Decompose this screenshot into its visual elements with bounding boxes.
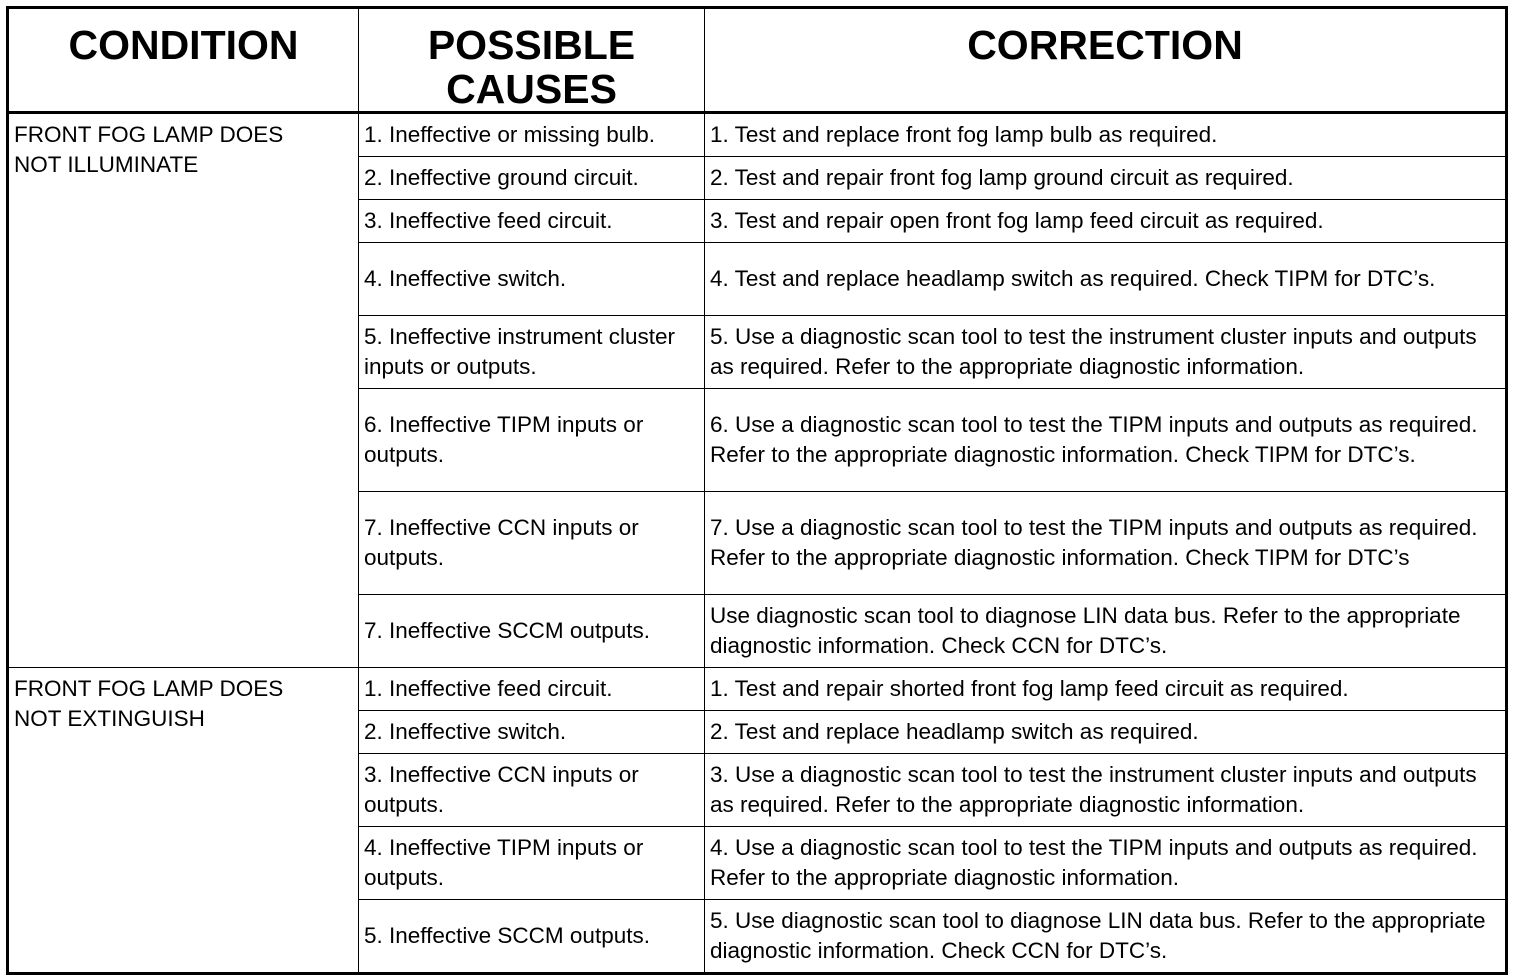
correction-cell: 6. Use a diagnostic scan tool to test the TIPM inputs and outputs as required. Refer to the appropriate diagnostic information. Check TIPM for DTC’s. — [705, 389, 1507, 492]
possible-cause-cell: 2. Ineffective ground circuit. — [359, 157, 705, 200]
correction-cell: 1. Test and replace front fog lamp bulb as required. — [705, 113, 1507, 157]
condition-cell: FRONT FOG LAMP DOES NOT EXTINGUISH — [8, 668, 359, 974]
correction-cell: 2. Test and replace headlamp switch as required. — [705, 711, 1507, 754]
possible-cause-cell: 1. Ineffective or missing bulb. — [359, 113, 705, 157]
possible-cause-cell: 6. Ineffective TIPM inputs or outputs. — [359, 389, 705, 492]
possible-cause-cell: 4. Ineffective TIPM inputs or outputs. — [359, 827, 705, 900]
table-row — [8, 113, 1507, 157]
correction-cell: Use diagnostic scan tool to diagnose LIN data bus. Refer to the appropriate diagnostic information. Check CCN for DTC’s. — [705, 595, 1507, 668]
possible-cause-cell: 7. Ineffective SCCM outputs. — [359, 595, 705, 668]
header-condition: CONDITION — [8, 8, 359, 113]
header-possible-causes — [359, 8, 705, 113]
possible-cause-cell: 3. Ineffective feed circuit. — [359, 200, 705, 243]
possible-cause-cell: 5. Ineffective instrument cluster inputs or outputs. — [359, 316, 705, 389]
correction-cell: 7. Use a diagnostic scan tool to test the TIPM inputs and outputs as required. Refer to the appropriate diagnostic information. Check TIPM for DTC’s — [705, 492, 1507, 595]
header-causes-text: POSSIBLE CAUSES — [427, 22, 636, 112]
correction-cell: 4. Test and replace headlamp switch as required. Check TIPM for DTC’s. — [705, 243, 1507, 316]
correction-cell: 1. Test and repair shorted front fog lamp feed circuit as required. — [705, 668, 1507, 711]
correction-cell: 5. Use a diagnostic scan tool to test the instrument cluster inputs and outputs as required. Refer to the appropriate diagnostic information. — [705, 316, 1507, 389]
diagnosis-table — [6, 6, 1508, 975]
condition-cell: FRONT FOG LAMP DOES NOT ILLUMINATE — [8, 113, 359, 668]
table-row — [8, 668, 1507, 711]
possible-cause-cell: 5. Ineffective SCCM outputs. — [359, 900, 705, 974]
correction-cell: 3. Use a diagnostic scan tool to test the instrument cluster inputs and outputs as required. Refer to the appropriate diagnostic information. — [705, 754, 1507, 827]
table-body — [8, 113, 1507, 974]
possible-cause-cell: 3. Ineffective CCN inputs or outputs. — [359, 754, 705, 827]
correction-cell: 5. Use diagnostic scan tool to diagnose LIN data bus. Refer to the appropriate diagnostic information. Check CCN for DTC’s. — [705, 900, 1507, 974]
header-row — [8, 8, 1507, 113]
possible-cause-cell: 4. Ineffective switch. — [359, 243, 705, 316]
possible-cause-cell: 2. Ineffective switch. — [359, 711, 705, 754]
correction-cell: 4. Use a diagnostic scan tool to test the TIPM inputs and outputs as required. Refer to the appropriate diagnostic information. — [705, 827, 1507, 900]
header-correction: CORRECTION — [705, 8, 1507, 113]
correction-cell: 3. Test and repair open front fog lamp feed circuit as required. — [705, 200, 1507, 243]
possible-cause-cell: 7. Ineffective CCN inputs or outputs. — [359, 492, 705, 595]
correction-cell: 2. Test and repair front fog lamp ground circuit as required. — [705, 157, 1507, 200]
possible-cause-cell: 1. Ineffective feed circuit. — [359, 668, 705, 711]
